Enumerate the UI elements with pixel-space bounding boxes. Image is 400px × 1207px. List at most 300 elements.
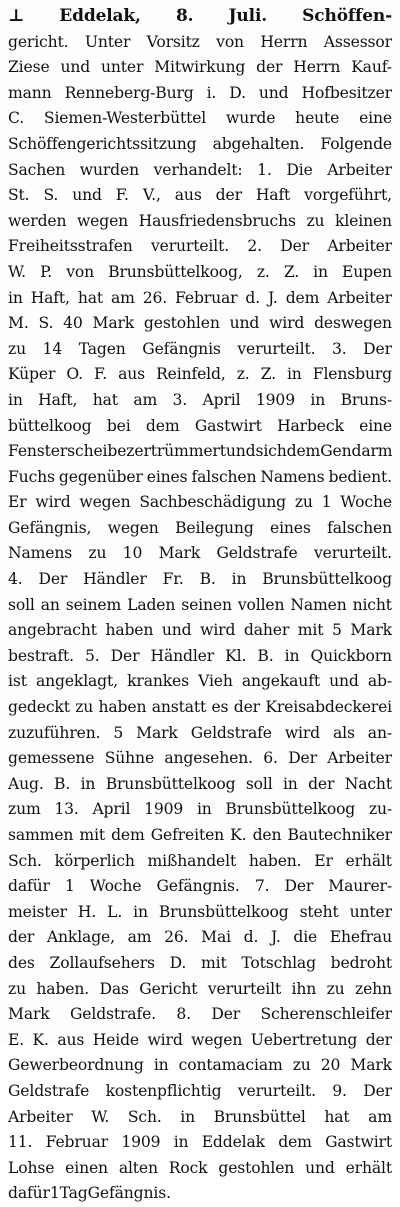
word: Februar bbox=[175, 288, 238, 307]
word: Herrn bbox=[260, 32, 308, 51]
article-line bbox=[8, 260, 392, 286]
word: S. bbox=[43, 186, 59, 205]
word: Z. bbox=[260, 365, 276, 384]
word: in bbox=[313, 262, 328, 281]
word: Die bbox=[286, 160, 313, 179]
word: Z. bbox=[283, 262, 300, 281]
word: wird bbox=[35, 493, 71, 512]
word: Händler bbox=[83, 570, 147, 589]
word: 26. bbox=[142, 288, 168, 307]
article-line bbox=[8, 1053, 392, 1079]
word: Er bbox=[314, 851, 333, 870]
word: Kauf- bbox=[351, 58, 392, 77]
word: Vorsitz bbox=[146, 32, 200, 51]
word: F. bbox=[115, 186, 129, 205]
word: Bruns- bbox=[340, 390, 392, 409]
word: werden bbox=[8, 211, 67, 230]
word: Folgende bbox=[320, 134, 392, 153]
word: abgehalten. bbox=[212, 134, 305, 153]
word: bestraft. bbox=[8, 646, 74, 665]
word: Quickborn bbox=[310, 646, 392, 665]
word: deswegen bbox=[314, 314, 392, 333]
word: verurteilt. bbox=[237, 339, 316, 358]
word: 5. bbox=[84, 646, 100, 665]
word: zu bbox=[292, 1056, 311, 1075]
article-line bbox=[8, 106, 392, 132]
word: eine bbox=[359, 416, 392, 435]
word: verurteilt. bbox=[313, 544, 392, 563]
article-line bbox=[8, 81, 392, 107]
word: von bbox=[66, 262, 95, 281]
word: zu bbox=[326, 979, 345, 998]
word: Flensburg bbox=[312, 365, 392, 384]
word: 9. bbox=[332, 1081, 347, 1100]
word: zum bbox=[8, 800, 41, 819]
word: Arbeiter bbox=[327, 237, 392, 256]
article-line bbox=[8, 1105, 392, 1131]
word: wurde bbox=[226, 109, 276, 128]
word: 1909 bbox=[144, 800, 184, 819]
word: Gastwirt bbox=[194, 416, 262, 435]
word: dafür bbox=[8, 877, 50, 896]
word: vorgeführt, bbox=[304, 186, 392, 205]
word: Juli. bbox=[228, 6, 268, 26]
article-line bbox=[8, 900, 392, 926]
word: der bbox=[215, 186, 242, 205]
word: verurteilt. bbox=[151, 237, 230, 256]
word: bedroht bbox=[330, 953, 392, 972]
word: Brunsbüttelkoog bbox=[262, 570, 392, 589]
word: Der bbox=[280, 237, 309, 256]
word: Anklage, bbox=[46, 928, 115, 947]
word: Der bbox=[211, 1005, 241, 1024]
word: 10 bbox=[122, 544, 143, 563]
word: am bbox=[110, 288, 135, 307]
word: ihn bbox=[291, 979, 317, 998]
word: an bbox=[40, 595, 60, 614]
article-line bbox=[8, 414, 392, 440]
article-line bbox=[8, 593, 392, 619]
article-line bbox=[8, 951, 392, 977]
article-line bbox=[8, 925, 392, 951]
word: Uebertretung bbox=[250, 1030, 358, 1049]
word: zu- bbox=[368, 800, 392, 819]
article-line bbox=[8, 1079, 392, 1105]
word: Februar bbox=[45, 1133, 109, 1152]
word: Sachen bbox=[8, 160, 66, 179]
word: contamaciam bbox=[178, 1056, 283, 1075]
word: gegenüber bbox=[58, 467, 143, 486]
word: B. bbox=[257, 646, 274, 665]
word: der bbox=[308, 774, 335, 793]
word: am bbox=[368, 1107, 392, 1126]
word: V., bbox=[142, 186, 161, 205]
article-line bbox=[8, 695, 392, 721]
article-line bbox=[8, 746, 392, 772]
word: Bautechniker bbox=[287, 826, 392, 844]
word: verhandelt: bbox=[153, 160, 243, 179]
article-line bbox=[8, 823, 392, 849]
word: Vieh bbox=[198, 672, 233, 691]
word: aus bbox=[174, 186, 202, 205]
word: Ziese bbox=[8, 58, 50, 77]
word: Gefängnis. bbox=[156, 877, 240, 896]
word: Brunsbüttelkoog bbox=[105, 774, 236, 793]
word: S. bbox=[38, 314, 54, 333]
word: zu bbox=[88, 544, 107, 563]
word: meister bbox=[8, 902, 67, 921]
word: haben bbox=[105, 621, 154, 640]
word: in bbox=[284, 646, 300, 665]
word: Haft, bbox=[38, 390, 78, 409]
word: Freiheitsstrafen bbox=[8, 237, 133, 256]
word: soll bbox=[245, 774, 273, 793]
word: am bbox=[133, 390, 158, 409]
word: dem bbox=[278, 1133, 312, 1152]
word: Arbeiter bbox=[327, 288, 392, 307]
word: Zollaufsehers bbox=[49, 953, 155, 972]
word: 1909 bbox=[255, 390, 295, 409]
word: von bbox=[216, 32, 244, 51]
word: Geldstrafe bbox=[190, 723, 272, 742]
article-line bbox=[8, 1130, 392, 1156]
word: gestohlen bbox=[218, 1158, 295, 1177]
word: und bbox=[225, 442, 256, 461]
word: 1 bbox=[64, 877, 75, 896]
word: Fensterscheibe bbox=[8, 442, 127, 461]
word: erhält bbox=[345, 851, 392, 870]
word: steht bbox=[299, 902, 339, 921]
word: Totschlag bbox=[241, 953, 316, 972]
word: Gendarm bbox=[320, 442, 392, 461]
word: als bbox=[332, 723, 355, 742]
word: haben. bbox=[36, 979, 90, 998]
word: angebracht bbox=[8, 621, 97, 640]
word: vollen bbox=[237, 595, 285, 614]
word: Renneberg-Burg bbox=[64, 83, 194, 102]
word: Der bbox=[284, 877, 314, 896]
word: Gewerbeordnung bbox=[8, 1056, 144, 1075]
article-line bbox=[8, 234, 392, 260]
word: erhält bbox=[345, 1158, 392, 1177]
word: und bbox=[229, 314, 260, 333]
word: bei bbox=[106, 416, 131, 435]
word: K. bbox=[230, 826, 247, 844]
word: die bbox=[293, 928, 318, 947]
word: Der bbox=[38, 570, 68, 589]
word: 1909 bbox=[121, 1133, 161, 1152]
word: Fr. bbox=[162, 570, 184, 589]
word: Beilegung bbox=[175, 518, 254, 537]
word: gestohlen bbox=[143, 314, 220, 333]
word: krankes bbox=[127, 672, 189, 691]
word: der bbox=[365, 1030, 392, 1049]
word: falschen bbox=[191, 467, 257, 486]
word: Arbeiter bbox=[327, 749, 392, 768]
word: Küper bbox=[8, 365, 56, 384]
word: 8. bbox=[176, 1005, 191, 1024]
word: zehn bbox=[355, 979, 392, 998]
word: 6. bbox=[263, 749, 278, 768]
word: wegen bbox=[191, 1030, 243, 1049]
article-line-dateline bbox=[8, 4, 392, 30]
word: kostenpflichtig bbox=[105, 1081, 222, 1100]
word: 5 bbox=[113, 723, 124, 742]
word: Gericht bbox=[139, 979, 198, 998]
word: Geldstrafe bbox=[8, 1081, 90, 1100]
word: in bbox=[133, 902, 148, 921]
word: April bbox=[92, 800, 131, 819]
word: wird bbox=[200, 621, 236, 640]
word: Geldstrafe. bbox=[69, 1005, 156, 1024]
word: am bbox=[127, 928, 152, 947]
word: zu bbox=[306, 211, 325, 230]
word: gemessene bbox=[8, 749, 95, 768]
word: Der bbox=[288, 749, 317, 768]
word: und bbox=[60, 58, 91, 77]
word: eines bbox=[270, 518, 311, 537]
word: unter bbox=[349, 902, 392, 921]
word: Eupen bbox=[342, 262, 392, 281]
word: d. bbox=[245, 288, 261, 307]
article-line bbox=[8, 465, 392, 491]
word: ⊥ bbox=[8, 6, 25, 26]
word: zu bbox=[8, 979, 26, 998]
word: Händler bbox=[150, 646, 215, 665]
word: Er bbox=[8, 493, 27, 512]
word: in bbox=[80, 774, 96, 793]
word: Hausfriedensbruchs bbox=[138, 211, 296, 230]
word: D. bbox=[169, 953, 187, 972]
word: einen bbox=[65, 1158, 108, 1177]
word: Kl. bbox=[225, 646, 247, 665]
article-line bbox=[8, 772, 392, 798]
word: Namen bbox=[290, 595, 347, 614]
word: Woche bbox=[340, 493, 392, 512]
word: Eddelak bbox=[201, 1133, 265, 1152]
word: z. bbox=[236, 365, 250, 384]
word: in bbox=[196, 800, 212, 819]
article-line bbox=[8, 977, 392, 1003]
word: wegen bbox=[76, 211, 129, 230]
word: sammen bbox=[8, 826, 74, 844]
word: Rock bbox=[168, 1158, 208, 1177]
word: Tagen bbox=[78, 339, 126, 358]
word: wird bbox=[269, 314, 305, 333]
word: dem bbox=[145, 416, 180, 435]
article-line bbox=[8, 311, 392, 337]
article-line bbox=[8, 132, 392, 158]
article-line-last bbox=[8, 1181, 392, 1207]
word: 14 bbox=[42, 339, 63, 358]
word: Mai bbox=[201, 928, 231, 947]
word: und bbox=[258, 83, 289, 102]
word: ab- bbox=[367, 672, 392, 691]
word: in bbox=[8, 288, 23, 307]
word: verurteilt. bbox=[237, 1081, 316, 1100]
word: L. bbox=[107, 902, 123, 921]
word: und bbox=[161, 621, 192, 640]
word: 1 bbox=[321, 493, 332, 512]
word: W. bbox=[8, 262, 26, 281]
word: Aug. bbox=[8, 774, 44, 793]
article-line bbox=[8, 337, 392, 363]
word: daher bbox=[243, 621, 290, 640]
word: F. bbox=[93, 365, 107, 384]
word: angekauft bbox=[241, 672, 320, 691]
word: B. bbox=[54, 774, 71, 793]
word: alten bbox=[118, 1158, 158, 1177]
word: soll bbox=[8, 595, 35, 614]
word: und bbox=[72, 186, 102, 205]
word: 3. bbox=[172, 390, 188, 409]
word: dem bbox=[111, 826, 145, 844]
article-line bbox=[8, 490, 392, 516]
word: Unter bbox=[84, 32, 131, 51]
word: zu bbox=[75, 698, 94, 717]
word: Brunsbüttelkoog bbox=[225, 800, 356, 819]
word: Mark bbox=[350, 1056, 392, 1075]
word: und bbox=[329, 672, 359, 691]
word: Arbeiter bbox=[8, 1107, 73, 1126]
word: Herrn bbox=[293, 58, 341, 77]
word: in bbox=[180, 1107, 196, 1126]
word: Nacht bbox=[344, 774, 392, 793]
word: 13. bbox=[54, 800, 79, 819]
word: E. bbox=[8, 1030, 25, 1049]
word: 40 bbox=[63, 314, 83, 333]
word: falschen bbox=[327, 518, 392, 537]
word: zu bbox=[8, 339, 26, 358]
word: Mark bbox=[8, 1005, 50, 1024]
word: Siemen-Westerbüttel bbox=[43, 109, 207, 128]
word: den bbox=[252, 826, 282, 844]
word: Schöffen- bbox=[302, 6, 392, 26]
word: 20 bbox=[320, 1056, 341, 1075]
word: mit bbox=[201, 953, 227, 972]
word: wird bbox=[147, 1030, 183, 1049]
word: 5 bbox=[331, 621, 342, 640]
word: dem bbox=[286, 442, 321, 461]
article-line bbox=[8, 1028, 392, 1054]
word: der bbox=[233, 698, 260, 717]
word: Heide bbox=[92, 1030, 139, 1049]
article-line bbox=[8, 849, 392, 875]
word: angesehen. bbox=[164, 749, 253, 768]
word: 3. bbox=[332, 339, 347, 358]
word: ist bbox=[8, 672, 27, 691]
word: Woche bbox=[89, 877, 142, 896]
word: Der bbox=[110, 646, 140, 665]
word: haben. bbox=[248, 851, 302, 870]
word: hat bbox=[77, 288, 103, 307]
word: und bbox=[305, 1158, 335, 1177]
article-line bbox=[8, 721, 392, 747]
word: zuzuführen. bbox=[8, 723, 101, 742]
article-line bbox=[8, 55, 392, 81]
word: K. bbox=[32, 1030, 49, 1049]
word: angeklagt, bbox=[35, 672, 118, 691]
word: heute bbox=[295, 109, 340, 128]
article-line bbox=[8, 286, 392, 312]
word: 2. bbox=[247, 237, 262, 256]
word: Tag bbox=[59, 1184, 88, 1203]
word: eine bbox=[359, 109, 392, 128]
word: es bbox=[211, 698, 229, 717]
word: April bbox=[202, 390, 241, 409]
word: seinen bbox=[181, 595, 232, 614]
word: Kreisabdeckerei bbox=[265, 698, 392, 717]
word: i. bbox=[206, 83, 217, 102]
word: H. bbox=[77, 902, 97, 921]
word: mißhandelt bbox=[147, 851, 237, 870]
word: 11. bbox=[8, 1133, 33, 1152]
word: Brunsbüttelkoog bbox=[158, 902, 289, 921]
article-line bbox=[8, 874, 392, 900]
word: verurteilt bbox=[207, 979, 282, 998]
word: mann bbox=[8, 83, 52, 102]
word: Lohse bbox=[8, 1158, 55, 1177]
word: 1 bbox=[49, 1184, 60, 1203]
word: dem bbox=[285, 288, 320, 307]
word: Hofbesitzer bbox=[301, 83, 392, 102]
word: Mitwirkung bbox=[154, 58, 246, 77]
word: Gastwirt bbox=[325, 1133, 392, 1152]
word: Namens bbox=[260, 467, 325, 486]
word: nicht bbox=[352, 595, 392, 614]
word: J. bbox=[270, 928, 281, 947]
article-line bbox=[8, 1156, 392, 1182]
article-line bbox=[8, 439, 392, 465]
article-line bbox=[8, 618, 392, 644]
word: eines bbox=[146, 467, 188, 486]
word: Gefängnis bbox=[142, 339, 221, 358]
word: zu bbox=[294, 493, 313, 512]
word: Harbeck bbox=[277, 416, 344, 435]
word: büttelkoog bbox=[8, 416, 92, 435]
word: Namens bbox=[8, 544, 73, 563]
word: gericht. bbox=[8, 32, 69, 51]
word: St. bbox=[8, 186, 30, 205]
word: Sachbeschädigung bbox=[139, 493, 287, 512]
word: Der bbox=[363, 1081, 392, 1100]
word: J. bbox=[268, 288, 278, 307]
word: Das bbox=[99, 979, 129, 998]
word: der bbox=[8, 928, 35, 947]
word: des bbox=[8, 953, 35, 972]
word: in bbox=[286, 365, 302, 384]
word: d. bbox=[243, 928, 259, 947]
word: Mark bbox=[136, 723, 178, 742]
article-line bbox=[8, 1002, 392, 1028]
word: in bbox=[173, 1133, 189, 1152]
word: Eddelak, bbox=[59, 6, 141, 26]
word: 8. bbox=[175, 6, 194, 26]
word: Brunsbüttel bbox=[213, 1107, 306, 1126]
word: W. bbox=[91, 1107, 110, 1126]
word: z. bbox=[256, 262, 270, 281]
word: hat bbox=[92, 390, 118, 409]
word: 7. bbox=[254, 877, 270, 896]
word: Geldstrafe bbox=[216, 544, 298, 563]
word: in bbox=[282, 774, 298, 793]
word: Mark bbox=[350, 621, 392, 640]
article-line bbox=[8, 183, 392, 209]
word: Sch. bbox=[127, 1107, 162, 1126]
word: wegen bbox=[79, 493, 131, 512]
word: dafür bbox=[8, 1184, 50, 1203]
word: wegen bbox=[107, 518, 159, 537]
